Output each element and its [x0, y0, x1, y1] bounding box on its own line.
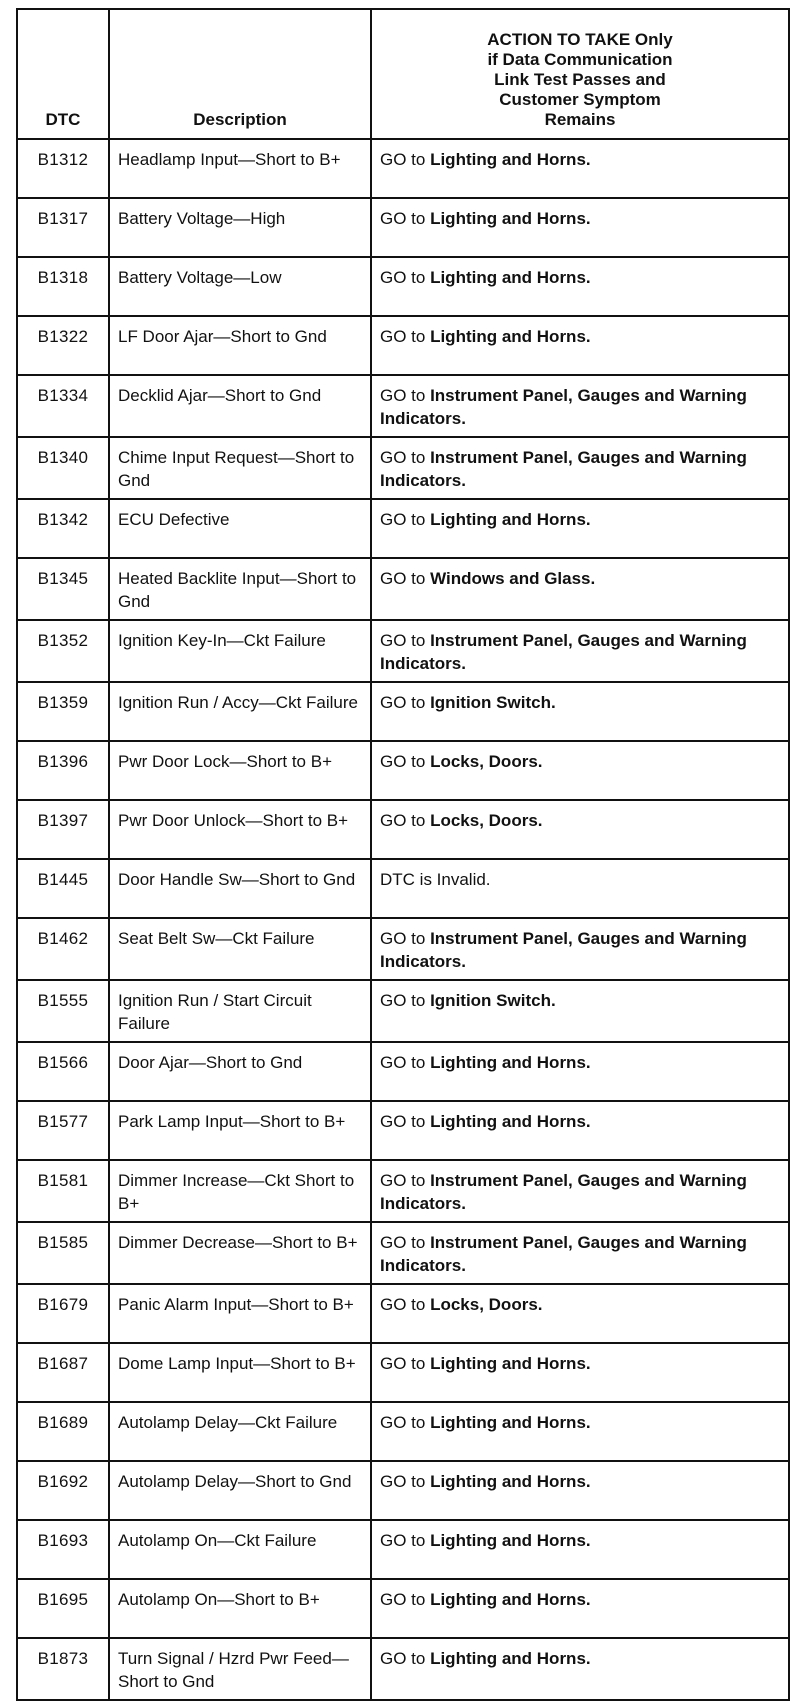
action-prefix: GO to — [380, 991, 431, 1010]
action-target: Lighting and Horns. — [430, 1531, 591, 1550]
action-target: Instrument Panel, Gauges and Warning Indicators. — [380, 386, 747, 428]
table-header — [17, 9, 789, 139]
dtc-code: B1352 — [17, 620, 109, 682]
table-row — [17, 198, 789, 257]
action-prefix: GO to — [380, 1233, 431, 1252]
action-target: Locks, Doors. — [430, 811, 543, 830]
dtc-description: Ignition Run / Start Circuit Failure — [109, 980, 371, 1042]
table-row — [17, 1284, 789, 1343]
dtc-code: B1873 — [17, 1638, 109, 1700]
dtc-action — [371, 1222, 789, 1284]
action-prefix: GO to — [380, 1295, 431, 1314]
dtc-action — [371, 918, 789, 980]
action-prefix: DTC is Invalid. — [380, 870, 491, 889]
dtc-action — [371, 198, 789, 257]
dtc-code: B1359 — [17, 682, 109, 741]
dtc-code: B1396 — [17, 741, 109, 800]
dtc-code: B1317 — [17, 198, 109, 257]
dtc-code: B1345 — [17, 558, 109, 620]
dtc-code: B1397 — [17, 800, 109, 859]
dtc-description: Battery Voltage—High — [109, 198, 371, 257]
dtc-code: B1581 — [17, 1160, 109, 1222]
action-prefix: GO to — [380, 693, 431, 712]
dtc-action — [371, 682, 789, 741]
dtc-action — [371, 139, 789, 198]
action-target: Lighting and Horns. — [430, 209, 591, 228]
table-row — [17, 437, 789, 499]
header-action-line: Remains — [544, 110, 616, 129]
dtc-code: B1445 — [17, 859, 109, 918]
table-row — [17, 1222, 789, 1284]
dtc-description: Seat Belt Sw—Ckt Failure — [109, 918, 371, 980]
dtc-code: B1679 — [17, 1284, 109, 1343]
dtc-description: Dome Lamp Input—Short to B+ — [109, 1343, 371, 1402]
dtc-action — [371, 1160, 789, 1222]
dtc-description: Door Ajar—Short to Gnd — [109, 1042, 371, 1101]
dtc-action — [371, 620, 789, 682]
dtc-description: Dimmer Decrease—Short to B+ — [109, 1222, 371, 1284]
dtc-description: Ignition Run / Accy—Ckt Failure — [109, 682, 371, 741]
table-row — [17, 139, 789, 198]
action-prefix: GO to — [380, 1590, 431, 1609]
action-prefix: GO to — [380, 1112, 431, 1131]
dtc-action — [371, 741, 789, 800]
table-row — [17, 375, 789, 437]
dtc-action — [371, 1520, 789, 1579]
header-action-line: Customer Symptom — [499, 90, 661, 109]
dtc-table — [16, 8, 790, 1701]
table-row — [17, 1638, 789, 1700]
dtc-description: Dimmer Increase—Ckt Short to B+ — [109, 1160, 371, 1222]
dtc-action — [371, 437, 789, 499]
action-target: Lighting and Horns. — [430, 1053, 591, 1072]
dtc-code: B1318 — [17, 257, 109, 316]
table-row — [17, 1402, 789, 1461]
table-row — [17, 316, 789, 375]
dtc-action — [371, 1461, 789, 1520]
action-target: Lighting and Horns. — [430, 150, 591, 169]
header-dtc: DTC — [17, 9, 109, 139]
table-row — [17, 800, 789, 859]
action-prefix: GO to — [380, 268, 431, 287]
dtc-description: Headlamp Input—Short to B+ — [109, 139, 371, 198]
action-prefix: GO to — [380, 1531, 431, 1550]
dtc-code: B1322 — [17, 316, 109, 375]
dtc-code: B1312 — [17, 139, 109, 198]
action-prefix: GO to — [380, 1413, 431, 1432]
table-row — [17, 1520, 789, 1579]
dtc-code: B1692 — [17, 1461, 109, 1520]
dtc-description: Park Lamp Input—Short to B+ — [109, 1101, 371, 1160]
table-row — [17, 1042, 789, 1101]
table-row — [17, 1461, 789, 1520]
header-action-line: Link Test Passes and — [494, 70, 666, 89]
table-row — [17, 558, 789, 620]
action-target: Locks, Doors. — [430, 1295, 543, 1314]
table-row — [17, 1101, 789, 1160]
dtc-code: B1462 — [17, 918, 109, 980]
action-prefix: GO to — [380, 209, 431, 228]
action-target: Lighting and Horns. — [430, 1590, 591, 1609]
dtc-description: Turn Signal / Hzrd Pwr Feed—Short to Gnd — [109, 1638, 371, 1700]
dtc-description: Autolamp On—Short to B+ — [109, 1579, 371, 1638]
dtc-action — [371, 499, 789, 558]
dtc-code: B1687 — [17, 1343, 109, 1402]
dtc-description: Autolamp Delay—Short to Gnd — [109, 1461, 371, 1520]
action-target: Lighting and Horns. — [430, 1413, 591, 1432]
table-row — [17, 1160, 789, 1222]
dtc-code: B1566 — [17, 1042, 109, 1101]
dtc-description: Decklid Ajar—Short to Gnd — [109, 375, 371, 437]
action-target: Instrument Panel, Gauges and Warning Indicators. — [380, 1171, 747, 1213]
dtc-description: Chime Input Request—Short to Gnd — [109, 437, 371, 499]
action-prefix: GO to — [380, 150, 431, 169]
action-target: Lighting and Horns. — [430, 510, 591, 529]
dtc-code: B1689 — [17, 1402, 109, 1461]
action-target: Lighting and Horns. — [430, 1472, 591, 1491]
action-prefix: GO to — [380, 929, 431, 948]
action-target: Ignition Switch. — [430, 991, 556, 1010]
dtc-description: Panic Alarm Input—Short to B+ — [109, 1284, 371, 1343]
action-prefix: GO to — [380, 1053, 431, 1072]
table-row — [17, 620, 789, 682]
header-description: Description — [109, 9, 371, 139]
action-target: Instrument Panel, Gauges and Warning Indicators. — [380, 631, 747, 673]
action-target: Lighting and Horns. — [430, 327, 591, 346]
dtc-code: B1340 — [17, 437, 109, 499]
action-prefix: GO to — [380, 1472, 431, 1491]
action-target: Lighting and Horns. — [430, 1112, 591, 1131]
action-prefix: GO to — [380, 811, 431, 830]
action-prefix: GO to — [380, 631, 431, 650]
dtc-code: B1695 — [17, 1579, 109, 1638]
action-target: Lighting and Horns. — [430, 1649, 591, 1668]
action-target: Instrument Panel, Gauges and Warning Indicators. — [380, 929, 747, 971]
dtc-action — [371, 980, 789, 1042]
dtc-code: B1342 — [17, 499, 109, 558]
action-target: Instrument Panel, Gauges and Warning Indicators. — [380, 448, 747, 490]
dtc-code: B1555 — [17, 980, 109, 1042]
action-prefix: GO to — [380, 386, 431, 405]
action-prefix: GO to — [380, 569, 431, 588]
action-prefix: GO to — [380, 1171, 431, 1190]
dtc-action — [371, 1284, 789, 1343]
table-row — [17, 1579, 789, 1638]
action-target: Instrument Panel, Gauges and Warning Indicators. — [380, 1233, 747, 1275]
dtc-action — [371, 859, 789, 918]
dtc-description: LF Door Ajar—Short to Gnd — [109, 316, 371, 375]
dtc-action — [371, 1579, 789, 1638]
dtc-action — [371, 316, 789, 375]
table-row — [17, 1343, 789, 1402]
action-target: Lighting and Horns. — [430, 1354, 591, 1373]
dtc-description: Heated Backlite Input—Short to Gnd — [109, 558, 371, 620]
dtc-description: Door Handle Sw—Short to Gnd — [109, 859, 371, 918]
action-target: Windows and Glass. — [430, 569, 596, 588]
table-row — [17, 859, 789, 918]
table-row — [17, 682, 789, 741]
dtc-description: Battery Voltage—Low — [109, 257, 371, 316]
dtc-description: Pwr Door Lock—Short to B+ — [109, 741, 371, 800]
dtc-description: Autolamp On—Ckt Failure — [109, 1520, 371, 1579]
dtc-code: B1693 — [17, 1520, 109, 1579]
dtc-action — [371, 1042, 789, 1101]
dtc-description: Ignition Key-In—Ckt Failure — [109, 620, 371, 682]
table-row — [17, 918, 789, 980]
table-row — [17, 257, 789, 316]
dtc-code: B1577 — [17, 1101, 109, 1160]
dtc-action — [371, 1402, 789, 1461]
header-action — [371, 9, 789, 139]
action-prefix: GO to — [380, 448, 431, 467]
header-action-line: if Data Communication — [487, 50, 673, 69]
dtc-code: B1334 — [17, 375, 109, 437]
action-prefix: GO to — [380, 1649, 431, 1668]
action-prefix: GO to — [380, 752, 431, 771]
dtc-action — [371, 257, 789, 316]
dtc-description: Autolamp Delay—Ckt Failure — [109, 1402, 371, 1461]
header-action-line: ACTION TO TAKE Only — [487, 30, 673, 49]
table-body — [17, 139, 789, 1700]
dtc-action — [371, 375, 789, 437]
table-row — [17, 980, 789, 1042]
action-target: Ignition Switch. — [430, 693, 556, 712]
dtc-code: B1585 — [17, 1222, 109, 1284]
table-row — [17, 741, 789, 800]
dtc-description: Pwr Door Unlock—Short to B+ — [109, 800, 371, 859]
action-prefix: GO to — [380, 1354, 431, 1373]
dtc-action — [371, 1101, 789, 1160]
dtc-action — [371, 1638, 789, 1700]
dtc-action — [371, 800, 789, 859]
action-prefix: GO to — [380, 327, 431, 346]
action-prefix: GO to — [380, 510, 431, 529]
dtc-action — [371, 558, 789, 620]
action-target: Lighting and Horns. — [430, 268, 591, 287]
action-target: Locks, Doors. — [430, 752, 543, 771]
table-row — [17, 499, 789, 558]
dtc-description: ECU Defective — [109, 499, 371, 558]
dtc-action — [371, 1343, 789, 1402]
